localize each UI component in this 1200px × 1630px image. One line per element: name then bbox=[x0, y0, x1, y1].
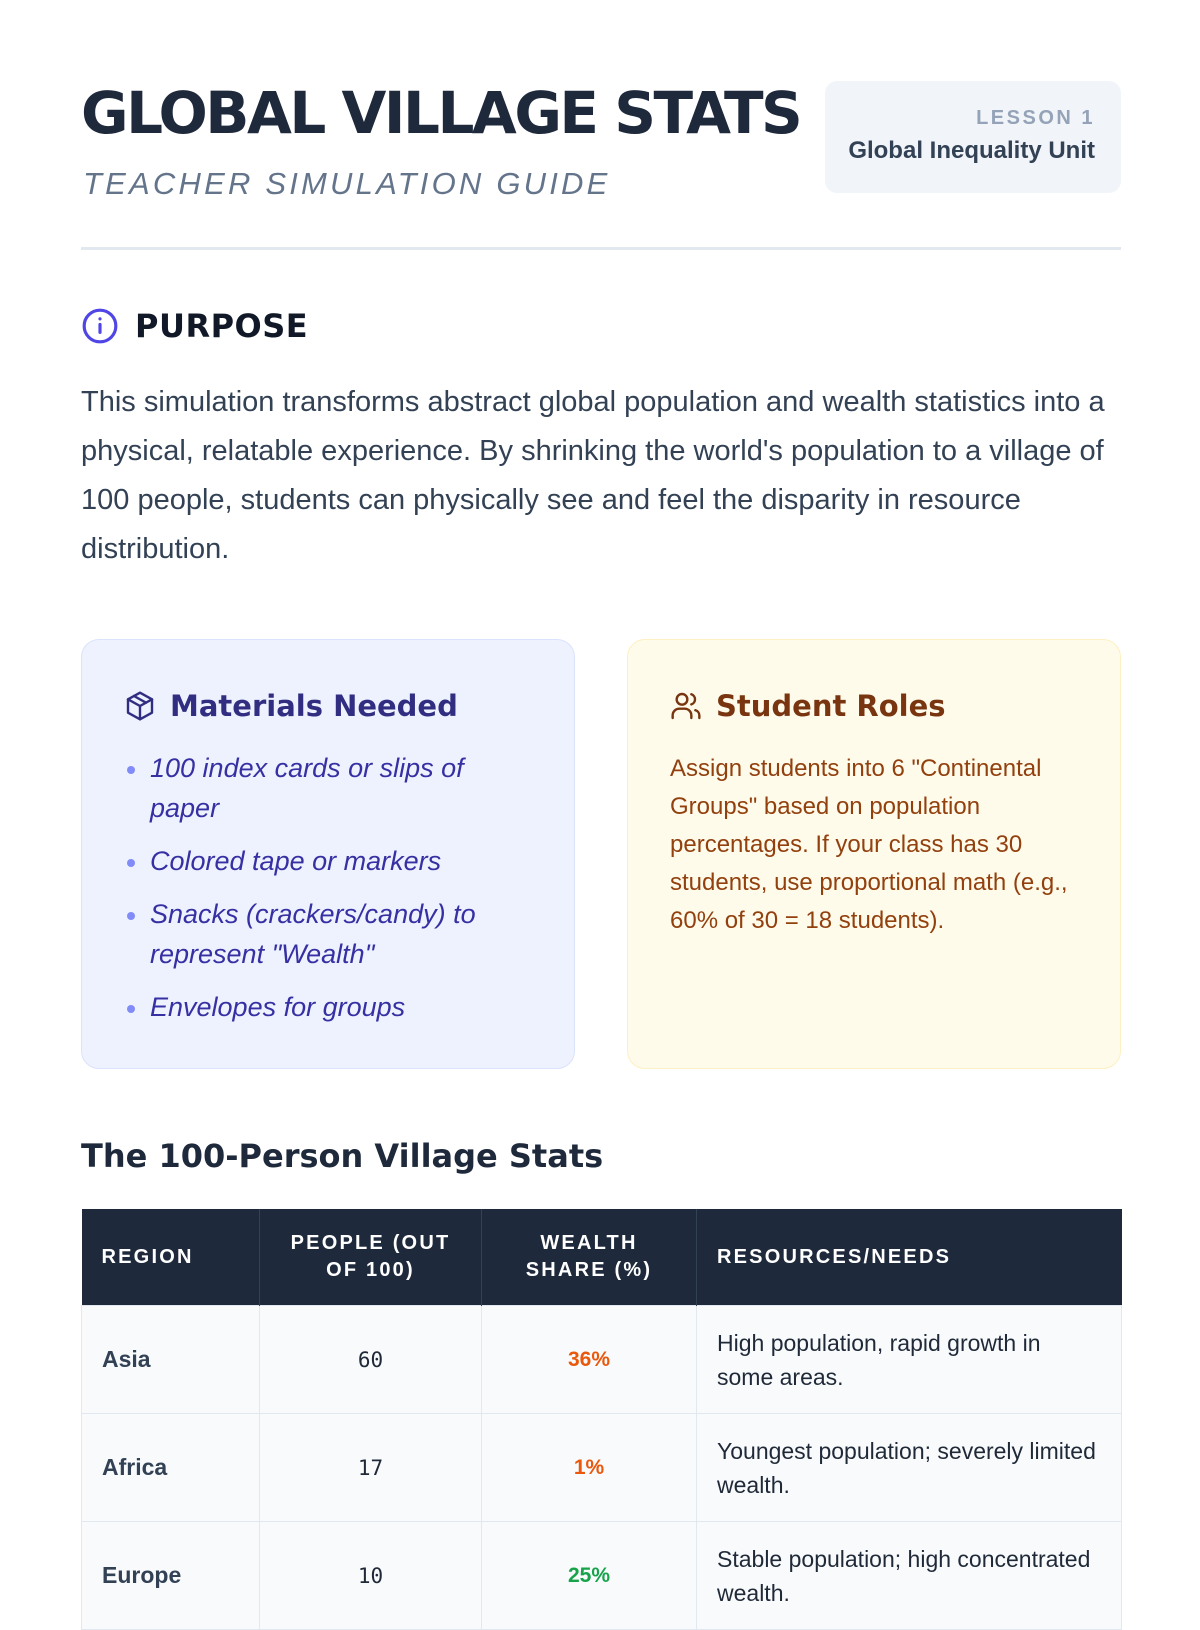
region-cell: Africa bbox=[82, 1414, 260, 1522]
stats-table-title: The 100-Person Village Stats bbox=[81, 1137, 604, 1175]
resources-cell: Youngest population; severely limited wealth. bbox=[697, 1414, 1122, 1522]
column-header-region: REGION bbox=[82, 1209, 260, 1306]
people-cell: 17 bbox=[260, 1414, 482, 1522]
materials-list bbox=[124, 748, 534, 1027]
lesson-label: LESSON 1 bbox=[976, 107, 1095, 129]
stats-table bbox=[81, 1209, 1122, 1630]
page-title: GLOBAL VILLAGE STATS bbox=[81, 79, 801, 147]
materials-card bbox=[81, 639, 575, 1069]
roles-heading bbox=[670, 686, 1080, 726]
header bbox=[81, 78, 1121, 248]
materials-heading bbox=[124, 686, 534, 726]
wealth-cell: 1% bbox=[482, 1414, 697, 1522]
region-cell: Europe bbox=[82, 1522, 260, 1630]
roles-text: Assign students into 6 "Continental Groups" based on population percentages. If your class has 30 students, use proportional math (e.g., 60% of 30 = 18 students). bbox=[670, 755, 1068, 934]
table-row bbox=[82, 1306, 1122, 1414]
column-header-people: PEOPLE (OUT OF 100) bbox=[260, 1209, 482, 1306]
info-icon bbox=[81, 307, 119, 345]
header-divider bbox=[81, 247, 1121, 250]
purpose-text: This simulation transforms abstract global population and wealth statistics into a physical, relatable experience. By shrinking the world's population to a village of 100 people, students can physically see and feel the disparity in resource distribution. bbox=[81, 386, 1105, 565]
people-cell: 10 bbox=[260, 1522, 482, 1630]
users-icon bbox=[670, 690, 702, 722]
table-header-row bbox=[82, 1209, 1122, 1306]
materials-item: 100 index cards or slips of paper bbox=[124, 748, 534, 828]
region-cell: Asia bbox=[82, 1306, 260, 1414]
wealth-cell: 36% bbox=[482, 1306, 697, 1414]
materials-item: Snacks (crackers/candy) to represent "Wealth" bbox=[124, 894, 534, 974]
column-header-resources: RESOURCES/NEEDS bbox=[697, 1209, 1122, 1306]
table-row bbox=[82, 1522, 1122, 1630]
lesson-badge bbox=[825, 81, 1121, 193]
people-cell: 60 bbox=[260, 1306, 482, 1414]
materials-item: Envelopes for groups bbox=[124, 987, 534, 1027]
table-row bbox=[82, 1414, 1122, 1522]
wealth-cell: 25% bbox=[482, 1522, 697, 1630]
roles-card bbox=[627, 639, 1121, 1069]
page-subtitle: TEACHER SIMULATION GUIDE bbox=[83, 166, 611, 201]
resources-cell: Stable population; high concentrated wealth. bbox=[697, 1522, 1122, 1630]
roles-title: Student Roles bbox=[716, 689, 946, 723]
column-header-wealth: WEALTH SHARE (%) bbox=[482, 1209, 697, 1306]
materials-title: Materials Needed bbox=[170, 689, 458, 723]
lesson-unit: Global Inequality Unit bbox=[848, 137, 1095, 164]
purpose-title: PURPOSE bbox=[135, 307, 309, 345]
resources-cell: High population, rapid growth in some areas. bbox=[697, 1306, 1122, 1414]
purpose-heading bbox=[81, 306, 308, 346]
package-icon bbox=[124, 690, 156, 722]
materials-item: Colored tape or markers bbox=[124, 841, 534, 881]
